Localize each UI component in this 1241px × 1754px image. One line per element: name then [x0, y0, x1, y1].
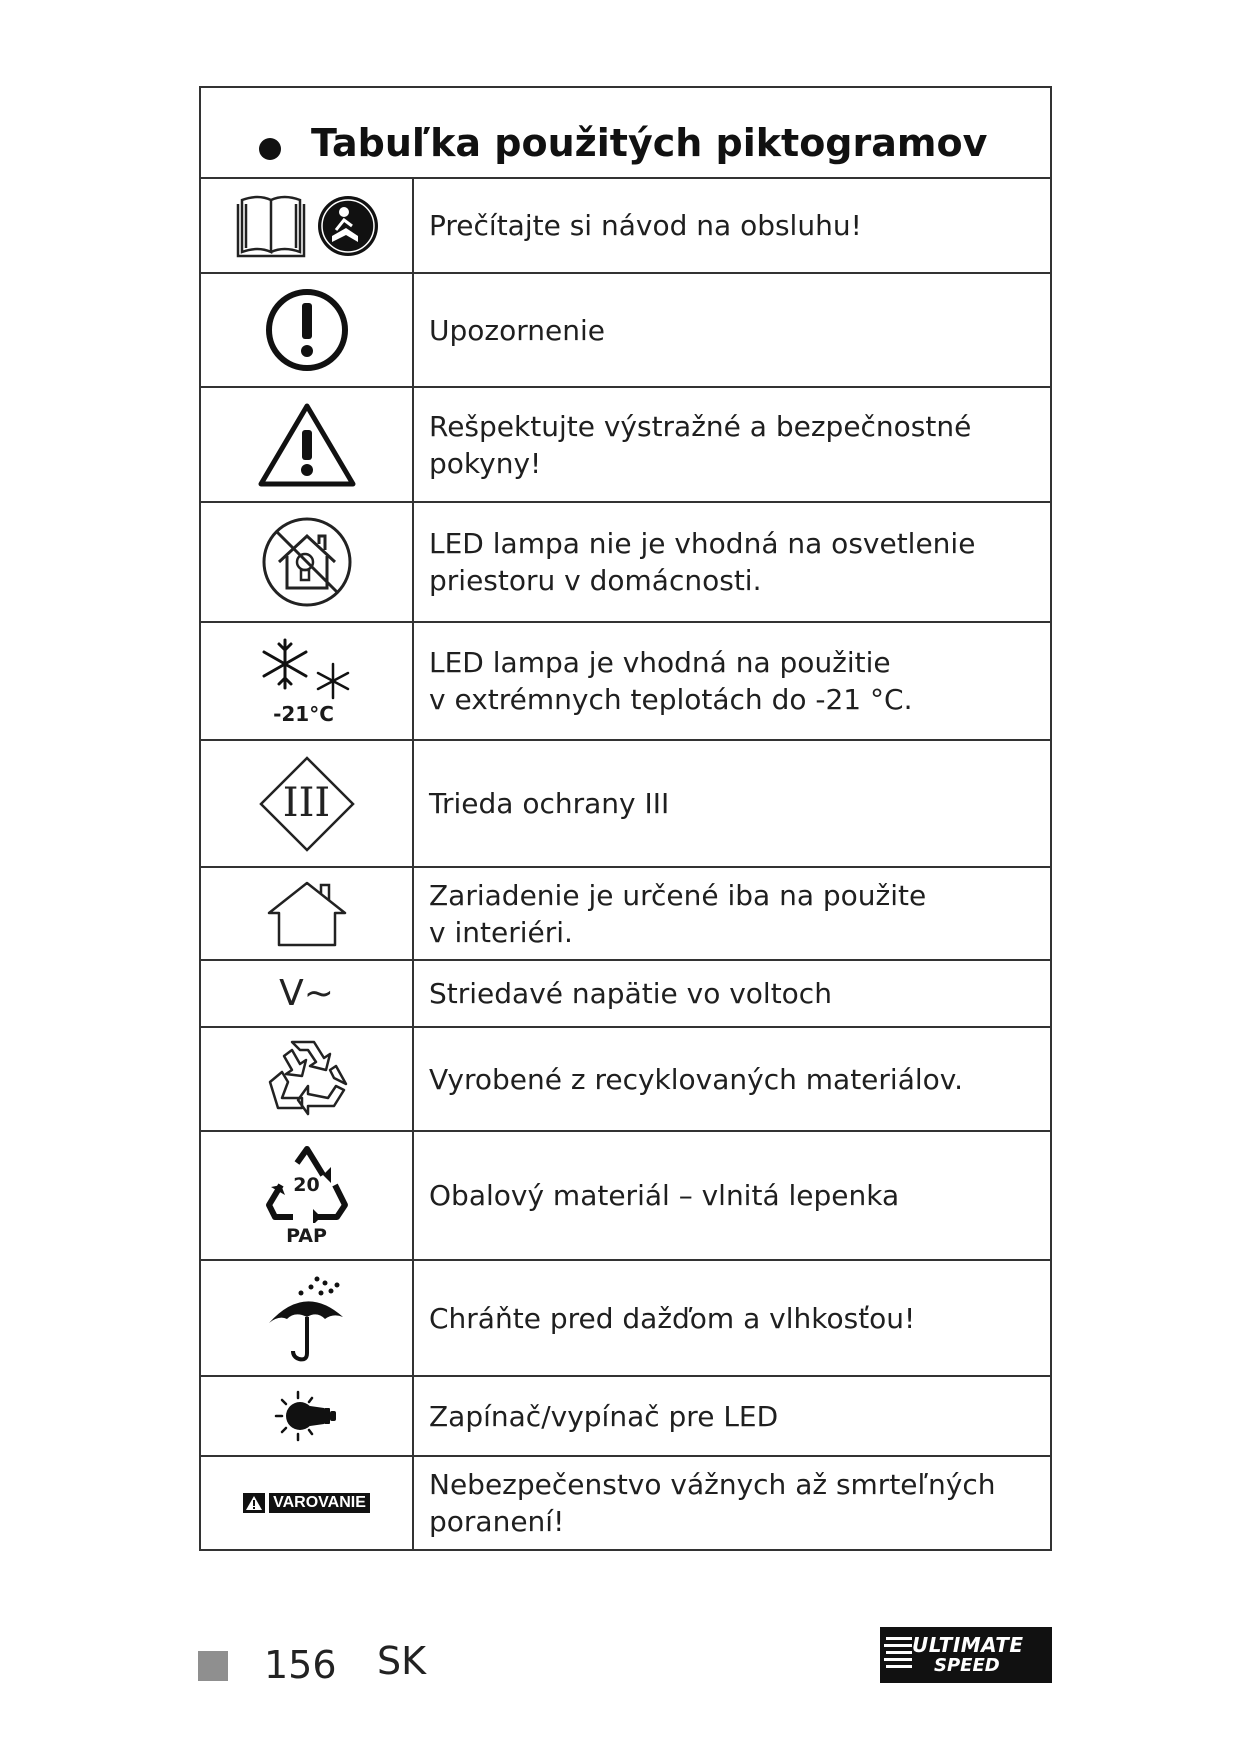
table-row — [201, 274, 1050, 388]
logo-text-ultimate: ULTIMATE — [912, 1633, 1024, 1657]
row-text: Rešpektujte výstražné a bezpečnostné pokyny! — [429, 409, 972, 480]
table-row — [201, 741, 1050, 868]
led-switch-bulb-icon — [201, 1377, 414, 1455]
table-row — [201, 961, 1050, 1028]
read-manual-icon — [201, 179, 414, 272]
table-row — [201, 388, 1050, 503]
row-text: Prečítajte si návod na obsluhu! — [429, 209, 862, 242]
row-text: LED lampa je vhodná na použitie v extrémnych teplotách do -21 °C. — [429, 646, 913, 716]
logo-speed-lines-icon — [884, 1635, 912, 1675]
roman-three-label: III — [282, 780, 331, 826]
umbrella-rain-icon — [201, 1261, 414, 1375]
temperature-label: -21°C — [273, 702, 334, 726]
row-text: Chráňte pred dažďom a vlhkosťou! — [429, 1301, 916, 1335]
row-text: Striedavé napätie vo voltoch — [429, 977, 832, 1010]
exclamation-circle-icon — [201, 274, 414, 386]
varovanie-warning-icon — [201, 1457, 414, 1549]
recycling-code-pap-icon — [201, 1132, 414, 1259]
table-row — [201, 1261, 1050, 1377]
ac-voltage-icon — [201, 961, 414, 1026]
table-row — [201, 1132, 1050, 1261]
page-number: 156 — [264, 1643, 337, 1687]
row-text: Trieda ochrany III — [429, 787, 670, 820]
warning-triangle-icon — [201, 388, 414, 501]
recycling-code-label: PAP — [286, 1224, 327, 1247]
table-row — [201, 868, 1050, 961]
page-title: Tabuľka použitých piktogramov — [311, 121, 988, 165]
row-text: Zariadenie je určené iba na použite v interiéri. — [429, 878, 927, 949]
ac-voltage-label: V~ — [279, 973, 334, 1014]
row-text: Zapínač/vypínač pre LED — [429, 1399, 779, 1433]
table-row — [201, 179, 1050, 274]
row-text: Vyrobené z recyklovaných materiálov. — [429, 1062, 964, 1096]
footer-square-marker — [198, 1651, 228, 1681]
pictogram-table — [199, 86, 1052, 1551]
bullet-icon — [259, 138, 281, 160]
row-text: Obalový materiál – vlnitá lepenka — [429, 1179, 900, 1212]
table-row — [201, 1377, 1050, 1457]
varovanie-label: VAROVANIE — [269, 1493, 370, 1513]
logo-text-speed: SPEED — [934, 1655, 1000, 1676]
small-warning-triangle-icon — [243, 1493, 265, 1513]
row-text: LED lampa nie je vhodná na osvetlenie priestoru v domácnosti. — [429, 527, 976, 597]
recycling-code-number: 20 — [293, 1174, 320, 1196]
language-code: SK — [377, 1639, 427, 1683]
row-text: Upozornenie — [429, 313, 605, 347]
no-household-lighting-icon — [201, 503, 414, 621]
indoor-house-icon — [201, 868, 414, 959]
table-row — [201, 1028, 1050, 1132]
table-title-row — [201, 88, 1050, 179]
recycle-icon — [201, 1028, 414, 1130]
protection-class-iii-icon — [201, 741, 414, 866]
table-row — [201, 1457, 1050, 1549]
snowflake-temperature-icon — [201, 623, 414, 739]
table-row — [201, 623, 1050, 741]
row-text: Nebezpečenstvo vážnych až smrteľných poranení! — [429, 1468, 996, 1538]
table-row — [201, 503, 1050, 623]
ultimate-speed-logo — [880, 1627, 1052, 1683]
